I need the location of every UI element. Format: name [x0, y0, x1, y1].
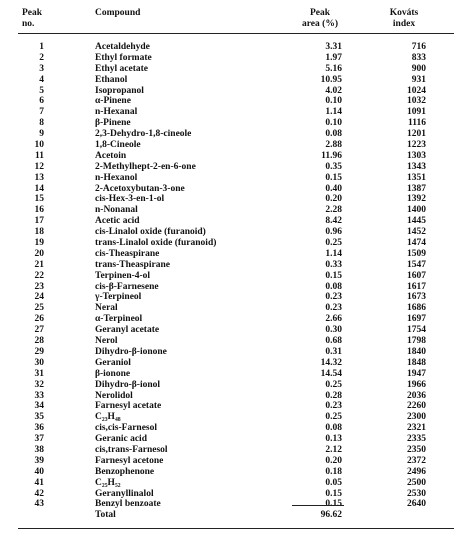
compound-name: Dihydro-β-ionol — [95, 379, 161, 390]
peak-area: 0.23 — [325, 303, 342, 314]
compound-name: Benzophenone — [95, 466, 155, 477]
peak-number: 4 — [39, 74, 44, 85]
compound-name: Acetoin — [95, 150, 127, 161]
kovats-index: 2372 — [407, 455, 426, 466]
table-row — [0, 96, 466, 107]
kovats-index: 1223 — [407, 140, 426, 151]
peak-area: 0.08 — [325, 129, 342, 140]
peak-number: 6 — [39, 96, 44, 107]
compound-name: trans-Linalol oxide (furanoid) — [95, 238, 217, 249]
kovats-index: 716 — [411, 42, 426, 52]
kovats-index: 1697 — [407, 314, 426, 325]
bottom-rule — [18, 528, 454, 529]
peak-number: 40 — [34, 466, 44, 477]
compound-name: cis,cis-Farnesol — [95, 423, 158, 434]
peak-area: 2.12 — [325, 444, 342, 455]
compound-name: cis-Theaspirane — [95, 248, 160, 259]
compound-name: Farnesyl acetate — [95, 401, 162, 412]
compound-name: C₂₅H₅₂ — [95, 477, 121, 488]
header-area-line2: area (%) — [302, 18, 338, 29]
compound-name: 2,3-Dehydro-1,8-cineole — [95, 129, 192, 140]
table-row — [0, 391, 466, 402]
kovats-index: 1966 — [407, 379, 426, 390]
table-row — [0, 303, 466, 314]
peak-area: 0.18 — [325, 466, 342, 477]
peak-number: 1 — [39, 42, 44, 52]
kovats-index: 1673 — [407, 292, 426, 303]
header-kovats-line2: index — [392, 18, 416, 29]
compound-name: Benzyl benzoate — [95, 499, 161, 510]
kovats-index: 1617 — [407, 281, 426, 292]
compound-name: β-Pinene — [95, 118, 131, 129]
table-row — [0, 282, 466, 293]
table-row — [0, 205, 466, 216]
compound-name: cis-β-Farnesene — [95, 281, 159, 292]
peak-area: 0.08 — [325, 281, 342, 292]
compound-name: Dihydro-β-ionone — [95, 346, 167, 357]
peak-area: 10.95 — [320, 74, 342, 85]
peak-number: 3 — [39, 63, 44, 74]
peak-area: 0.10 — [325, 118, 342, 129]
table-row — [0, 456, 466, 467]
peak-number: 2 — [39, 52, 44, 63]
peak-area: 0.31 — [325, 346, 342, 357]
table-row — [0, 347, 466, 358]
kovats-index: 2300 — [407, 412, 426, 423]
compound-name: n-Nonanal — [95, 205, 138, 216]
compound-name: Ethyl acetate — [95, 63, 149, 74]
peak-area: 0.23 — [325, 401, 342, 412]
peak-area: 0.40 — [325, 183, 342, 194]
peak-number: 39 — [34, 455, 44, 466]
peak-number: 8 — [39, 118, 44, 129]
compound-name: Isopropanol — [95, 85, 144, 96]
peak-area: 0.96 — [325, 227, 342, 238]
header-area-line1: Peak — [309, 8, 331, 18]
peak-number: 7 — [39, 107, 44, 118]
kovats-index: 1798 — [407, 336, 426, 347]
table-row — [0, 260, 466, 271]
kovats-index: 1201 — [407, 129, 426, 140]
table-row — [0, 434, 466, 445]
kovats-index: 2496 — [407, 466, 426, 477]
peak-number: 25 — [34, 303, 44, 314]
kovats-index: 2640 — [407, 499, 426, 510]
compound-name: Acetic acid — [95, 216, 140, 227]
table-row — [0, 271, 466, 282]
peak-number: 17 — [34, 216, 44, 227]
total-label: Total — [95, 510, 116, 520]
table-row — [0, 489, 466, 500]
peak-number: 5 — [39, 85, 44, 96]
kovats-index: 1754 — [407, 325, 426, 336]
peak-number: 26 — [34, 314, 44, 325]
peak-number: 18 — [34, 227, 44, 238]
peak-area: 0.20 — [325, 455, 342, 466]
compound-name: trans-Theaspirane — [95, 259, 170, 270]
compound-name: 2-Methylhept-2-en-6-one — [95, 161, 196, 172]
peak-area: 0.30 — [325, 325, 342, 336]
peak-area: 14.32 — [320, 357, 342, 368]
compound-name: cis,trans-Farnesol — [95, 444, 168, 455]
compound-name: Terpinen-4-ol — [95, 270, 151, 281]
table-row — [0, 478, 466, 489]
peak-area: 1.14 — [325, 248, 342, 259]
table-row — [0, 129, 466, 140]
peak-area: 5.16 — [325, 63, 342, 74]
compound-name: α-Pinene — [95, 96, 131, 107]
compound-name: Geranyl acetate — [95, 325, 160, 336]
peak-number: 42 — [34, 488, 44, 499]
compound-name: Nerol — [95, 336, 118, 347]
peak-area: 3.31 — [325, 42, 342, 52]
kovats-index: 1116 — [408, 118, 426, 129]
peak-number: 35 — [34, 412, 44, 423]
peak-number: 16 — [34, 205, 44, 216]
peak-area: 4.02 — [325, 85, 342, 96]
table-row — [0, 107, 466, 118]
table-row — [0, 369, 466, 380]
peak-number: 22 — [34, 270, 44, 281]
kovats-index: 1024 — [407, 85, 426, 96]
table-row — [0, 162, 466, 173]
peak-number: 10 — [34, 140, 44, 151]
kovats-index: 2530 — [407, 488, 426, 499]
header-peak-no — [22, 8, 52, 29]
peak-number: 21 — [34, 259, 44, 270]
table-row — [0, 140, 466, 151]
peak-area: 0.20 — [325, 194, 342, 205]
kovats-index: 931 — [411, 74, 426, 85]
table-row — [0, 53, 466, 64]
kovats-index: 833 — [411, 52, 426, 63]
peak-area: 0.15 — [325, 488, 342, 499]
compound-name: Neral — [95, 303, 118, 314]
kovats-index: 1387 — [407, 183, 426, 194]
compound-name: Farnesyl acetone — [95, 455, 164, 466]
header-peak-line1: Peak — [22, 8, 43, 18]
kovats-index: 1351 — [407, 172, 426, 183]
total-value: 96.62 — [320, 510, 342, 520]
peak-area: 0.28 — [325, 390, 342, 401]
peak-number: 29 — [34, 346, 44, 357]
peak-number: 37 — [34, 434, 44, 445]
peak-number: 11 — [35, 150, 44, 161]
peak-area: 0.15 — [325, 172, 342, 183]
peak-number: 19 — [34, 238, 44, 249]
peak-number: 24 — [34, 292, 44, 303]
kovats-index: 1947 — [407, 368, 426, 379]
compound-name: Ethyl formate — [95, 52, 152, 63]
header-divider — [18, 33, 454, 34]
peak-area: 8.42 — [325, 216, 342, 227]
header-peak-line2: no. — [22, 18, 35, 29]
kovats-index: 1848 — [407, 357, 426, 368]
peak-number: 30 — [34, 357, 44, 368]
kovats-index: 2335 — [407, 434, 426, 445]
table-row — [0, 423, 466, 434]
peak-area: 0.25 — [325, 379, 342, 390]
compound-name: Nerolidol — [95, 390, 133, 401]
compound-name: Geranic acid — [95, 434, 147, 445]
kovats-index: 1474 — [407, 238, 426, 249]
total-divider — [292, 505, 344, 506]
compound-name: γ-Terpineol — [95, 292, 142, 303]
table-row — [0, 118, 466, 129]
table-body — [0, 42, 466, 510]
table-row — [0, 42, 466, 53]
kovats-index: 1840 — [407, 346, 426, 357]
table-row — [0, 445, 466, 456]
header-compound: Compound — [95, 8, 141, 18]
table-row — [0, 314, 466, 325]
table-row — [0, 75, 466, 86]
peak-area: 2.28 — [325, 205, 342, 216]
peak-number: 43 — [34, 499, 44, 510]
header-kovats-line1: Kováts — [389, 8, 419, 18]
peak-area: 0.10 — [325, 96, 342, 107]
peak-number: 13 — [34, 172, 44, 183]
peak-number: 9 — [39, 129, 44, 140]
peak-area: 1.14 — [325, 107, 342, 118]
total-row — [0, 509, 466, 521]
compound-name: cis-Hex-3-en-1-ol — [95, 194, 165, 205]
table-row — [0, 380, 466, 391]
table-row — [0, 325, 466, 336]
kovats-index: 900 — [411, 63, 426, 74]
kovats-index: 2260 — [407, 401, 426, 412]
peak-number: 12 — [34, 161, 44, 172]
peak-number: 14 — [34, 183, 44, 194]
kovats-index: 2500 — [407, 477, 426, 488]
peak-number: 15 — [34, 194, 44, 205]
kovats-index: 1400 — [407, 205, 426, 216]
kovats-index: 2350 — [407, 444, 426, 455]
kovats-index: 1445 — [407, 216, 426, 227]
peak-number: 23 — [34, 281, 44, 292]
table-row — [0, 292, 466, 303]
kovats-index: 1392 — [407, 194, 426, 205]
compound-name: β-ionone — [95, 368, 131, 379]
peak-area: 0.35 — [325, 161, 342, 172]
compound-name: Geraniol — [95, 357, 131, 368]
peak-number: 41 — [34, 477, 44, 488]
table-row — [0, 249, 466, 260]
kovats-index: 1343 — [407, 161, 426, 172]
peak-number: 33 — [34, 390, 44, 401]
peak-area: 0.13 — [325, 434, 342, 445]
peak-number: 31 — [34, 368, 44, 379]
peak-number: 36 — [34, 423, 44, 434]
peak-area: 0.23 — [325, 292, 342, 303]
peak-area: 0.15 — [325, 270, 342, 281]
compound-name: Ethanol — [95, 74, 128, 85]
compound-name: 2-Acetoxybutan-3-one — [95, 183, 185, 194]
kovats-index: 1452 — [407, 227, 426, 238]
compound-name: 1,8-Cineole — [95, 140, 141, 151]
kovats-index: 1686 — [407, 303, 426, 314]
kovats-index: 1032 — [407, 96, 426, 107]
kovats-index: 2036 — [407, 390, 426, 401]
table-row — [0, 412, 466, 423]
header-peak-area — [290, 8, 350, 29]
compound-name: α-Terpineol — [95, 314, 143, 325]
compound-name: n-Hexanol — [95, 172, 138, 183]
table-row — [0, 64, 466, 75]
peak-area: 2.66 — [325, 314, 342, 325]
peak-area: 0.68 — [325, 336, 342, 347]
kovats-index: 2321 — [407, 423, 426, 434]
table-row — [0, 358, 466, 369]
compound-name: cis-Linalol oxide (furanoid) — [95, 227, 206, 238]
peak-area: 11.96 — [321, 150, 342, 161]
peak-area: 1.97 — [325, 52, 342, 63]
table-row — [0, 336, 466, 347]
kovats-index: 1607 — [407, 270, 426, 281]
table-row — [0, 184, 466, 195]
peak-area: 0.25 — [325, 238, 342, 249]
peak-number: 27 — [34, 325, 44, 336]
peak-area: 14.54 — [320, 368, 342, 379]
kovats-index: 1091 — [407, 107, 426, 118]
compound-name: n-Hexanal — [95, 107, 138, 118]
peak-number: 20 — [34, 248, 44, 259]
peak-number: 34 — [34, 401, 44, 412]
table-row — [0, 227, 466, 238]
table-row — [0, 467, 466, 478]
peak-area: 0.08 — [325, 423, 342, 434]
table-row — [0, 194, 466, 205]
table-row — [0, 173, 466, 184]
table-row — [0, 216, 466, 227]
header-kovats-index — [378, 8, 430, 29]
table-row — [0, 401, 466, 412]
compound-name: C₂₃H₄₈ — [95, 412, 121, 423]
peak-area: 0.25 — [325, 412, 342, 423]
compound-name: Geranyllinalol — [95, 488, 154, 499]
compound-name: Acetaldehyde — [95, 42, 150, 52]
table-row — [0, 86, 466, 97]
peak-number: 32 — [34, 379, 44, 390]
peak-area: 0.05 — [325, 477, 342, 488]
peak-number: 38 — [34, 444, 44, 455]
peak-area: 0.33 — [325, 259, 342, 270]
kovats-index: 1509 — [407, 248, 426, 259]
kovats-index: 1303 — [407, 150, 426, 161]
peak-area: 2.88 — [325, 140, 342, 151]
table-row — [0, 238, 466, 249]
peak-number: 28 — [34, 336, 44, 347]
kovats-index: 1547 — [407, 259, 426, 270]
table-row — [0, 151, 466, 162]
